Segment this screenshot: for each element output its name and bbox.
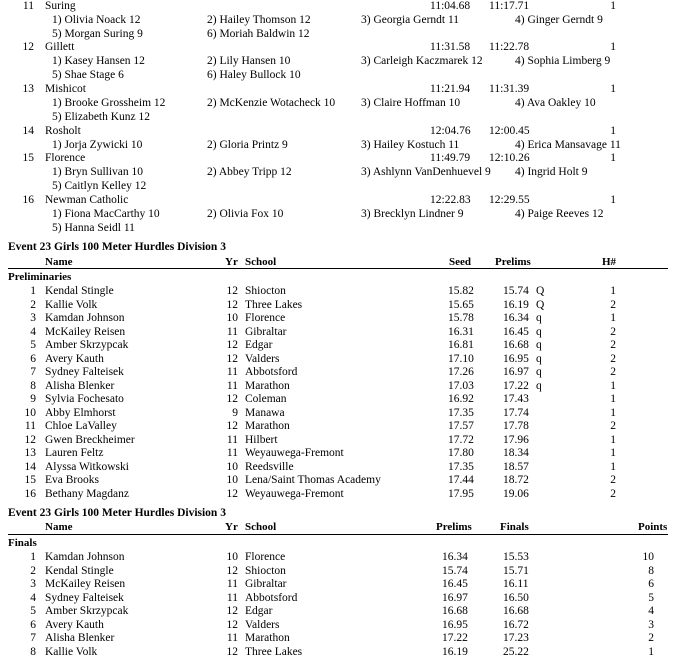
table-row-school: Coleman: [245, 393, 287, 405]
relay-heat: 1: [610, 125, 616, 137]
table-row-heat: 2: [610, 339, 616, 351]
relay-runner: 4) Sophia Limberg 9: [515, 55, 611, 67]
qualifier-mark: q: [536, 366, 542, 378]
table-row-seed: 17.10: [448, 352, 474, 365]
col-header-heat: H#: [602, 256, 617, 268]
table-row-yr: 12: [226, 487, 238, 500]
relay-runner: 1) Kasey Hansen 12: [52, 55, 145, 67]
table-row-prelims: 17.43: [503, 393, 529, 405]
divider-line: [8, 534, 668, 535]
relay-final: 11:22.78: [489, 41, 530, 53]
relay-runner: 1) Bryn Sullivan 10: [52, 166, 144, 178]
table-row-points: 6: [648, 578, 654, 590]
table-row-finals: 15.53: [503, 551, 529, 563]
table-row-place: 12: [24, 433, 36, 446]
relay-place: 16: [22, 194, 34, 206]
table-row-name: Eva Brooks: [45, 474, 99, 486]
table-row-school: Marathon: [245, 420, 290, 432]
relay-runner: 2) Lily Hansen 10: [207, 55, 291, 67]
table-row-place: 1: [30, 551, 36, 563]
table-row-school: Gibraltar: [245, 325, 287, 338]
table-row-finals: 16.72: [503, 618, 529, 631]
relay-runner: 3) Georgia Gerndt 11: [361, 14, 460, 26]
table-row-name: Kamdan Johnson: [45, 551, 125, 563]
table-row-school: Gibraltar: [245, 578, 287, 590]
table-row-school: Hilbert: [245, 433, 278, 446]
table-row-points: 1: [648, 645, 654, 658]
table-row-name: Avery Kauth: [45, 352, 104, 365]
col-header-prelims: Prelims: [436, 521, 472, 533]
relay-runner: 2) Gloria Printz 9: [207, 139, 288, 151]
table-row-place: 4: [30, 325, 36, 338]
table-row-place: 4: [30, 591, 36, 604]
table-row-school: Edgar: [245, 605, 273, 617]
table-row-name: Kallie Volk: [45, 645, 98, 658]
table-row-yr: 11: [226, 632, 238, 644]
relay-seed: 11:21.94: [430, 83, 471, 95]
table-row-place: 5: [30, 605, 36, 617]
table-row-name: Sylvia Fochesato: [45, 393, 124, 405]
col-header-seed: Seed: [449, 256, 471, 268]
relay-place: 14: [22, 125, 34, 137]
table-row-name: Alisha Blenker: [45, 632, 115, 644]
table-row-finals: 15.71: [503, 564, 529, 577]
relay-place: 15: [22, 152, 34, 164]
table-row-prelims: 16.95: [442, 618, 468, 631]
table-row-place: 16: [24, 487, 36, 500]
table-row-place: 14: [24, 460, 36, 473]
table-row-seed: 16.31: [448, 325, 474, 338]
table-row-yr: 12: [226, 339, 238, 351]
col-header-school: School: [245, 521, 277, 533]
table-row-school: Shiocton: [245, 564, 286, 577]
table-row-place: 3: [30, 312, 36, 324]
relay-runner: 3) Brecklyn Lindner 9: [361, 208, 464, 220]
relay-final: 12:00.45: [489, 125, 530, 137]
relay-place: 11: [22, 0, 34, 12]
table-row-place: 10: [24, 406, 36, 419]
section-label: Finals: [8, 537, 37, 549]
table-row-prelims: 17.96: [503, 433, 529, 446]
table-row-heat: 1: [610, 447, 616, 459]
table-row-yr: 11: [226, 366, 238, 378]
table-row-heat: 2: [610, 487, 616, 500]
table-row-name: Sydney Falteisek: [45, 366, 124, 378]
table-row-place: 1: [30, 285, 36, 297]
table-row-points: 3: [648, 618, 654, 631]
table-row-name: Alisha Blenker: [45, 379, 115, 392]
qualifier-mark: q: [536, 379, 542, 392]
qualifier-mark: Q: [536, 285, 545, 297]
table-row-yr: 12: [226, 393, 238, 405]
table-row-yr: 11: [226, 379, 238, 392]
table-row-school: Weyauwega-Fremont: [245, 447, 344, 459]
relay-heat: 1: [610, 83, 616, 95]
table-row-heat: 1: [610, 460, 616, 473]
relay-runner: 3) Claire Hoffman 10: [361, 97, 461, 109]
table-row-name: Kallie Volk: [45, 298, 98, 311]
table-row-yr: 12: [226, 285, 238, 297]
table-row-name: Kendal Stingle: [45, 564, 114, 577]
table-row-points: 10: [642, 551, 654, 563]
event-title: Event 23 Girls 100 Meter Hurdles Division 3: [8, 507, 226, 519]
table-row-school: Florence: [245, 312, 286, 324]
table-row-heat: 2: [610, 474, 616, 486]
relay-final: 11:31.39: [489, 83, 530, 95]
table-row-prelims: 17.78: [503, 420, 529, 432]
table-row-seed: 15.65: [448, 298, 474, 311]
relay-runner: 5) Hanna Seidl 11: [52, 222, 135, 234]
table-row-name: Sydney Falteisek: [45, 591, 124, 604]
relay-runner: 1) Olivia Noack 12: [52, 14, 141, 26]
table-row-prelims: 16.95: [503, 352, 529, 365]
table-row-yr: 12: [226, 618, 238, 631]
relay-seed: 12:04.76: [430, 125, 471, 137]
relay-seed: 11:04.68: [430, 0, 471, 12]
table-row-heat: 1: [610, 285, 616, 297]
relay-heat: 1: [610, 0, 616, 12]
table-row-name: Alyssa Witkowski: [45, 460, 129, 473]
table-row-prelims: 17.74: [503, 406, 529, 419]
col-header-prelims: Prelims: [495, 256, 531, 268]
table-row-place: 8: [30, 379, 36, 392]
section-label: Preliminaries: [8, 271, 72, 283]
table-row-school: Three Lakes: [245, 645, 303, 658]
table-row-yr: 12: [226, 645, 238, 658]
table-row-seed: 17.80: [448, 447, 474, 459]
relay-school: Newman Catholic: [45, 194, 129, 206]
table-row-school: Reedsville: [245, 460, 294, 473]
table-row-points: 2: [648, 632, 654, 644]
table-row-name: Abby Elmhorst: [45, 406, 116, 419]
table-row-prelims: 18.72: [503, 474, 529, 486]
table-row-yr: 9: [232, 406, 238, 419]
table-row-place: 13: [24, 447, 36, 459]
relay-school: Gillett: [45, 41, 75, 53]
table-row-heat: 2: [610, 298, 616, 311]
table-row-place: 6: [30, 618, 36, 631]
relay-seed: 11:31.58: [430, 41, 471, 53]
table-row-seed: 16.81: [448, 339, 474, 351]
relay-runner: 4) Paige Reeves 12: [515, 208, 604, 220]
table-row-seed: 15.82: [448, 285, 474, 297]
table-row-heat: 2: [610, 352, 616, 365]
table-row-yr: 12: [226, 605, 238, 617]
table-row-name: McKailey Reisen: [45, 578, 126, 590]
table-row-place: 5: [30, 339, 36, 351]
table-row-heat: 1: [610, 406, 616, 419]
table-row-school: Marathon: [245, 632, 290, 644]
table-row-name: McKailey Reisen: [45, 325, 126, 338]
divider-line: [8, 268, 668, 269]
col-header-finals: Finals: [500, 521, 529, 533]
relay-heat: 1: [610, 41, 616, 53]
table-row-prelims: 16.68: [503, 339, 529, 351]
table-row-place: 11: [24, 420, 36, 432]
relay-runner: 4) Ginger Gerndt 9: [515, 14, 603, 26]
col-header-school: School: [245, 256, 277, 268]
table-row-heat: 2: [610, 420, 616, 432]
table-row-yr: 12: [226, 298, 238, 311]
table-row-name: Kendal Stingle: [45, 285, 114, 297]
col-header-yr: Yr: [225, 256, 238, 268]
table-row-prelims: 15.74: [503, 285, 529, 297]
table-row-finals: 16.68: [503, 605, 529, 617]
relay-runner: 1) Brooke Grossheim 12: [52, 97, 166, 109]
table-row-points: 5: [648, 591, 654, 604]
table-row-points: 4: [648, 605, 654, 617]
table-row-prelims: 17.22: [442, 632, 468, 644]
table-row-school: Shiocton: [245, 285, 286, 297]
table-row-seed: 17.72: [448, 433, 474, 446]
table-row-yr: 11: [226, 447, 238, 459]
table-row-place: 2: [30, 564, 36, 577]
table-row-name: Bethany Magdanz: [45, 487, 129, 500]
table-row-prelims: 16.97: [442, 591, 468, 604]
table-row-prelims: 16.97: [503, 366, 529, 378]
table-row-place: 2: [30, 298, 36, 311]
relay-runner: 2) Abbey Tripp 12: [207, 166, 292, 178]
table-row-name: Amber Skrzypcak: [45, 339, 129, 351]
table-row-school: Florence: [245, 551, 286, 563]
table-row-finals: 16.50: [503, 591, 529, 604]
relay-runner: 1) Jorja Zywicki 10: [52, 139, 143, 151]
relay-heat: 1: [610, 194, 616, 206]
relay-runner: 1) Fiona MacCarthy 10: [52, 208, 160, 220]
table-row-prelims: 18.34: [503, 447, 529, 459]
relay-runner: 5) Caitlyn Kelley 12: [52, 180, 147, 192]
relay-runner: 4) Ava Oakley 10: [515, 97, 596, 109]
table-row-prelims: 15.74: [442, 564, 468, 577]
table-row-heat: 1: [610, 393, 616, 405]
table-row-yr: 12: [226, 564, 238, 577]
table-row-finals: 16.11: [503, 578, 529, 590]
table-row-place: 6: [30, 352, 36, 365]
table-row-name: Amber Skrzypcak: [45, 605, 129, 617]
table-row-school: Abbotsford: [245, 591, 298, 604]
table-row-prelims: 16.34: [442, 551, 468, 563]
table-row-seed: 16.92: [448, 393, 474, 405]
table-row-seed: 17.95: [448, 487, 474, 500]
relay-school: Rosholt: [45, 125, 81, 137]
table-row-yr: 10: [226, 551, 238, 563]
qualifier-mark: q: [536, 325, 542, 338]
table-row-yr: 10: [226, 474, 238, 486]
table-row-heat: 1: [610, 312, 616, 324]
table-row-place: 3: [30, 578, 36, 590]
col-header-yr: Yr: [225, 521, 238, 533]
relay-runner: 6) Haley Bullock 10: [207, 69, 301, 81]
event-title: Event 23 Girls 100 Meter Hurdles Division 3: [8, 241, 226, 253]
table-row-seed: 17.03: [448, 379, 474, 392]
relay-place: 13: [22, 83, 34, 95]
table-row-prelims: 16.19: [442, 645, 468, 658]
table-row-prelims: 16.45: [503, 325, 529, 338]
relay-school: Florence: [45, 152, 86, 164]
table-row-name: Chloe LaValley: [45, 420, 117, 432]
relay-runner: 5) Elizabeth Kunz 12: [52, 111, 151, 123]
table-row-school: Marathon: [245, 379, 290, 392]
table-row-finals: 17.23: [503, 632, 529, 644]
table-row-place: 15: [24, 474, 36, 486]
relay-runner: 4) Erica Mansavage 11: [515, 139, 621, 151]
relay-seed: 11:49.79: [430, 152, 471, 164]
relay-school: Mishicot: [45, 83, 86, 95]
table-row-prelims: 16.34: [503, 312, 529, 324]
relay-runner: 3) Hailey Kostuch 11: [361, 139, 460, 151]
relay-final: 12:29.55: [489, 194, 530, 206]
relay-final: 11:17.71: [489, 0, 530, 12]
table-row-prelims: 16.19: [503, 298, 529, 311]
table-row-name: Lauren Feltz: [45, 447, 104, 459]
table-row-points: 8: [648, 564, 654, 577]
table-row-finals: 25.22: [503, 645, 529, 658]
table-row-school: Three Lakes: [245, 298, 303, 311]
table-row-yr: 12: [226, 352, 238, 365]
relay-runner: 2) McKenzie Wotacheck 10: [207, 97, 336, 109]
relay-school: Suring: [45, 0, 76, 12]
table-row-heat: 2: [610, 325, 616, 338]
relay-runner: 5) Morgan Suring 9: [52, 28, 143, 40]
table-row-seed: 17.35: [448, 406, 474, 419]
table-row-place: 7: [30, 366, 36, 378]
table-row-yr: 11: [226, 433, 238, 446]
relay-place: 12: [22, 41, 34, 53]
table-row-place: 9: [30, 393, 36, 405]
relay-runner: 4) Ingrid Holt 9: [515, 166, 588, 178]
table-row-school: Weyauwega-Fremont: [245, 487, 344, 500]
table-row-seed: 17.57: [448, 420, 474, 432]
table-row-prelims: 16.45: [442, 578, 468, 590]
table-row-yr: 11: [226, 591, 238, 604]
table-row-school: Edgar: [245, 339, 273, 351]
relay-runner: 3) Ashlynn VanDenhuevel 9: [361, 166, 491, 178]
table-row-yr: 10: [226, 460, 238, 473]
table-row-name: Avery Kauth: [45, 618, 104, 631]
relay-runner: 2) Olivia Fox 10: [207, 208, 284, 220]
table-row-heat: 1: [610, 433, 616, 446]
qualifier-mark: q: [536, 352, 542, 365]
table-row-prelims: 16.68: [442, 605, 468, 617]
col-header-name: Name: [45, 256, 73, 268]
qualifier-mark: q: [536, 339, 542, 351]
relay-runner: 6) Moriah Baldwin 12: [207, 28, 310, 40]
relay-runner: 3) Carleigh Kaczmarek 12: [361, 55, 483, 67]
table-row-place: 8: [30, 645, 36, 658]
table-row-name: Gwen Breckheimer: [45, 433, 135, 446]
relay-runner: 2) Hailey Thomson 12: [207, 14, 311, 26]
table-row-seed: 17.26: [448, 366, 474, 378]
table-row-school: Abbotsford: [245, 366, 298, 378]
table-row-school: Valders: [245, 352, 280, 365]
table-row-school: Lena/Saint Thomas Academy: [245, 474, 381, 486]
table-row-name: Kamdan Johnson: [45, 312, 125, 324]
table-row-prelims: 18.57: [503, 460, 529, 473]
relay-heat: 1: [610, 152, 616, 164]
table-row-yr: 11: [226, 578, 238, 590]
table-row-prelims: 19.06: [503, 487, 529, 500]
table-row-yr: 12: [226, 420, 238, 432]
table-row-heat: 1: [610, 379, 616, 392]
table-row-seed: 17.35: [448, 460, 474, 473]
relay-seed: 12:22.83: [430, 194, 471, 206]
table-row-school: Valders: [245, 618, 280, 631]
table-row-yr: 11: [226, 325, 238, 338]
table-row-seed: 17.44: [448, 474, 474, 486]
qualifier-mark: Q: [536, 298, 545, 311]
table-row-prelims: 17.22: [503, 379, 529, 392]
qualifier-mark: q: [536, 312, 542, 324]
table-row-heat: 2: [610, 366, 616, 378]
col-header-points: Points: [638, 521, 668, 533]
relay-runner: 5) Shae Stage 6: [52, 69, 124, 81]
col-header-name: Name: [45, 521, 73, 533]
table-row-place: 7: [30, 632, 36, 644]
table-row-school: Manawa: [245, 406, 285, 419]
table-row-yr: 10: [226, 312, 238, 324]
table-row-seed: 15.78: [448, 312, 474, 324]
relay-final: 12:10.26: [489, 152, 530, 164]
